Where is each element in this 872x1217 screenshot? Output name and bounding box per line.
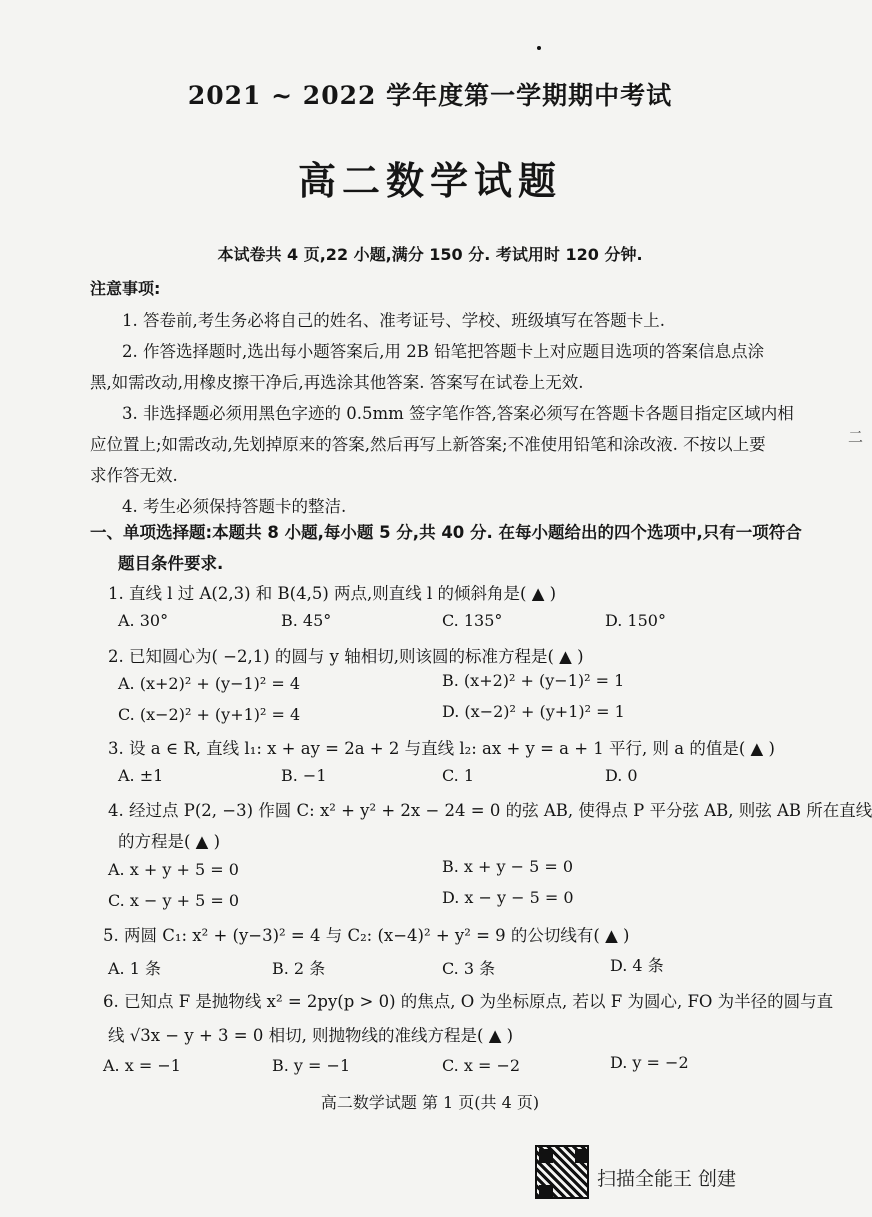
question-3-stem: 3. 设 a ∈ R, 直线 l₁: x + ay = 2a + 2 与直线 l₂: ax + y = a + 1 平行, 则 a 的值是( ▲ ): [108, 739, 775, 758]
scan-dot: [537, 46, 541, 50]
note-4: 4. 考生必须保持答题卡的整洁.: [122, 497, 347, 516]
q3-option-a: A. ±1: [118, 766, 164, 785]
note-3-line-2: 应位置上;如需改动,先划掉原来的答案,然后再写上新答案;不准使用铅笔和涂改液. 不按以上要: [90, 435, 766, 454]
q1-option-b: B. 45°: [281, 611, 332, 630]
notes-heading: 注意事项:: [90, 279, 161, 298]
section-1-heading-cont: 题目条件要求.: [118, 554, 224, 573]
question-6-stem-cont: 线 √3x − y + 3 = 0 相切, 则抛物线的准线方程是( ▲ ): [108, 1026, 514, 1045]
question-6-stem: 6. 已知点 F 是抛物线 x² = 2py(p > 0) 的焦点, O 为坐标原点, 若以 F 为圆心, FO 为半径的圆与直: [103, 992, 834, 1011]
q6-option-d: D. y = −2: [610, 1053, 689, 1072]
q6-option-b: B. y = −1: [272, 1056, 351, 1075]
q1-option-a: A. 30°: [118, 611, 169, 630]
exam-title: 2021 ~ 2022 学年度第一学期期中考试: [187, 81, 673, 110]
q2-option-d: D. (x−2)² + (y+1)² = 1: [442, 702, 625, 721]
question-1-stem: 1. 直线 l 过 A(2,3) 和 B(4,5) 两点,则直线 l 的倾斜角是( ▲ ): [108, 584, 557, 603]
qr-code-icon: [535, 1145, 589, 1199]
question-5-stem: 5. 两圆 C₁: x² + (y−3)² = 4 与 C₂: (x−4)² + y² = 9 的公切线有( ▲ ): [103, 926, 630, 945]
q5-option-c: C. 3 条: [442, 959, 496, 978]
exam-intro: 本试卷共 4 页,22 小题,满分 150 分. 考试用时 120 分钟.: [217, 245, 643, 264]
q1-option-d: D. 150°: [605, 611, 666, 630]
q5-option-b: B. 2 条: [272, 959, 326, 978]
page-footer: 高二数学试题 第 1 页(共 4 页): [320, 1093, 540, 1112]
note-2-line-1: 2. 作答选择题时,选出每小题答案后,用 2B 铅笔把答题卡上对应题目选项的答案信息点涂: [122, 342, 765, 361]
section-1-heading: 一、单项选择题:本题共 8 小题,每小题 5 分,共 40 分. 在每小题给出的四个选项中,只有一项符合: [90, 523, 802, 542]
q2-option-b: B. (x+2)² + (y−1)² = 1: [442, 671, 625, 690]
note-1: 1. 答卷前,考生务必将自己的姓名、准考证号、学校、班级填写在答题卡上.: [122, 311, 665, 330]
q4-option-d: D. x − y − 5 = 0: [442, 888, 574, 907]
q4-option-a: A. x + y + 5 = 0: [108, 860, 239, 879]
note-3-line-1: 3. 非选择题必须用黑色字迹的 0.5mm 签字笔作答,答案必须写在答题卡各题目指定区域内相: [122, 404, 794, 423]
q5-option-a: A. 1 条: [108, 959, 161, 978]
q6-option-a: A. x = −1: [103, 1056, 181, 1075]
q1-option-c: C. 135°: [442, 611, 503, 630]
q4-option-c: C. x − y + 5 = 0: [108, 891, 239, 910]
q2-option-a: A. (x+2)² + (y−1)² = 4: [118, 674, 301, 693]
note-3-line-3: 求作答无效.: [90, 466, 178, 485]
q5-option-d: D. 4 条: [610, 956, 664, 975]
main-title: 高二数学试题: [297, 158, 562, 203]
note-2-line-2: 黑,如需改动,用橡皮擦干净后,再选涂其他答案. 答案写在试卷上无效.: [90, 373, 584, 392]
q6-option-c: C. x = −2: [442, 1056, 521, 1075]
scanner-watermark: 扫描全能王 创建: [597, 1168, 737, 1190]
q2-option-c: C. (x−2)² + (y+1)² = 4: [118, 705, 301, 724]
question-2-stem: 2. 已知圆心为( −2,1) 的圆与 y 轴相切,则该圆的标准方程是( ▲ ): [108, 647, 584, 666]
q3-option-d: D. 0: [605, 766, 638, 785]
edge-mark: 二: [848, 428, 864, 446]
q4-option-b: B. x + y − 5 = 0: [442, 857, 574, 876]
question-4-stem-cont: 的方程是( ▲ ): [118, 832, 221, 851]
q3-option-c: C. 1: [442, 766, 475, 785]
question-4-stem: 4. 经过点 P(2, −3) 作圆 C: x² + y² + 2x − 24 = 0 的弦 AB, 使得点 P 平分弦 AB, 则弦 AB 所在直线: [108, 801, 872, 820]
q3-option-b: B. −1: [281, 766, 327, 785]
